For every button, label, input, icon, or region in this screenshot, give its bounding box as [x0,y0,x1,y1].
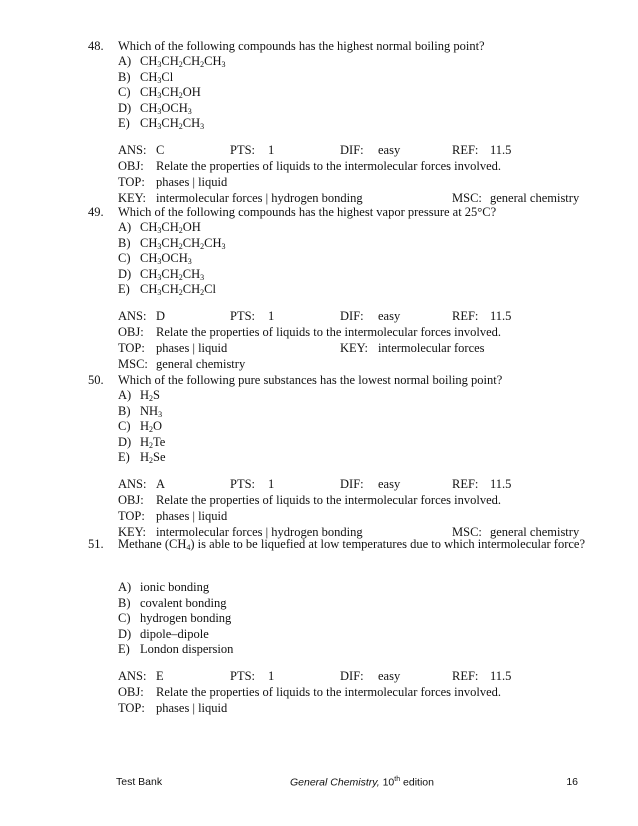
formula-part: CH [140,54,158,68]
misc: general chemistry [156,356,246,371]
formula-part: ionic bonding [140,580,210,594]
option: B) $CH_3Cl$ [88,70,598,86]
answer-meta: ANS: A PTS: 1 DIF: easy REF: 11.5 [118,476,512,491]
question-48: 48. Which of the following compounds has the highest normal boiling point? A) $CH_3CH_2CH_2CH_3$ B) $CH_3Cl$ C) $CH_3CH_2OH$ D) $CH_3OCH_3$ E) $CH_3CH_2CH_3$ ANS: C PTS: 1 DIF: easy REF: 11.5 OBJ: Relate the properties of liquids to the intermolecular forces involved. TOP: phases | liquid KEY: intermolecular forces | hydrogen bonding MSC: general chemistry [88,38,598,206]
subscript: 3 [157,122,162,131]
formula-part: CH [140,282,158,296]
option: E) $CH_3CH_2CH_2Cl$ [88,282,598,298]
formula-part: CH [182,266,201,281]
option: E) London dispersion [118,642,234,656]
objective: Relate the properties of liquids to the intermolecular forces involved. [156,324,502,339]
formula-part: OCH [161,251,188,265]
subscript: 3 [187,257,192,266]
formula-part: CH [161,85,179,99]
option: E) $CH_3CH_2CH_3$ [88,116,598,132]
misc: general chemistry [490,524,580,539]
objective: Relate the properties of liquids to the intermolecular forces involved. [156,684,502,699]
option: C) $H_2O$ [88,419,598,435]
formula-part: OH [182,85,201,99]
formula-part: CH [182,54,201,68]
topic: phases | liquid [156,340,228,355]
subscript: 3 [157,241,162,251]
option-list [88,220,598,298]
formula-part: London dispersion [140,642,234,656]
formula-part: Se [153,450,166,464]
subscript: 3 [187,106,192,116]
subscript: 2 [178,272,183,282]
subscript: 2 [149,440,154,450]
question-text: Which of the following compounds has the highest normal boiling point? [118,39,485,53]
question-50: 50. Which of the following pure substances has the lowest normal boiling point? A) $H_2S$ B) $NH_3$ C) $H_2O$ D) $H_2Te$ E) $H_2Se$ ANS: A PTS: 1 DIF: easy REF: 11.5 OBJ: Relate the properties of liquids to the intermolecular forces involved. TOP: phases | liquid KEY: intermolecular forces | hydrogen bonding MSC: general chemistry [88,372,598,540]
question-text: Which of the following compounds has the highest vapor pressure at 25°C? [118,205,497,219]
subscript: 3 [157,60,162,69]
formula-part: H [140,388,150,402]
misc: general chemistry [490,190,580,205]
formula-part: O [153,419,163,433]
subscript: 2 [200,60,205,69]
subscript: 3 [157,106,162,116]
option: A) $CH_3CH_2OH$ [88,220,598,236]
subscript: 3 [221,241,226,251]
formula-part: Cl [204,282,216,296]
formula-part: CH [161,235,179,250]
footer-left: Test Bank [116,776,163,788]
option: B) $NH_3$ [88,404,598,420]
formula-part: CH [182,282,201,296]
subscript: 2 [178,288,183,297]
subscript: 2 [200,288,205,297]
option: D) dipole–dipole [118,626,209,641]
question-number: 48. [88,39,104,53]
option: D) $H_2Te$ [88,435,598,451]
formula-part: CH [204,54,222,68]
objective: Relate the properties of liquids to the intermolecular forces involved. [156,158,502,173]
page-footer [116,776,578,792]
subscript: 3 [158,409,163,419]
formula-part: CH [140,85,158,99]
subscript: 2 [178,241,183,251]
formula-part: CH [161,282,179,296]
option: C) $CH_3CH_2OH$ [88,85,598,101]
formula-part: CH [140,116,158,130]
option: A) $CH_3CH_2CH_2CH_3$ [88,54,598,70]
formula-part: dipole–dipole [140,626,209,641]
footer-center: General Chemistry, 10th edition [290,776,434,789]
option-text [140,611,231,627]
formula-part: H [140,450,150,464]
option-text [140,627,209,643]
topic: phases | liquid [156,508,228,523]
formula-part: CH [140,69,158,84]
option: C) hydrogen bonding [118,611,232,625]
question-49: 49. Which of the following compounds has the highest vapor pressure at 25°C? A) $CH_3CH_2OH$ B) $CH_3CH_2CH_2CH_3$ C) $CH_3OCH_3$ D) $CH_3CH_2CH_3$ E) $CH_3CH_2CH_2Cl$ ANS: D PTS: 1 DIF: easy REF: 11.5 OBJ: Relate the properties of liquids to the intermolecular forces involved. TOP: phases | liquid KEY: intermolecular forces MSC: general chemistry [88,204,598,372]
subscript: 2 [178,122,183,131]
subscript: 2 [200,241,205,251]
question-number: 49. [88,205,104,219]
formula-part: H [140,419,150,433]
subscript: 3 [200,122,205,131]
formula-part: Cl [161,69,174,84]
formula-part: covalent bonding [140,595,227,610]
objective: Relate the properties of liquids to the intermolecular forces involved. [156,492,502,507]
formula-part: CH [161,54,179,68]
formula-part: CH [140,100,158,115]
subscript: 3 [221,60,226,69]
option-list [88,388,598,466]
option: C) $CH_3OCH_3$ [88,251,598,267]
question-text: Methane $(CH_4)$ is able to be liquefied at low temperatures due to which intermolecular force? [118,537,586,552]
answer-meta: ANS: E PTS: 1 DIF: easy REF: 11.5 [118,668,512,683]
subscript: 3 [157,257,162,266]
formula-part: CH [161,220,179,234]
answer-value: C [156,142,165,157]
option: E) $H_2Se$ [88,450,598,466]
subscript: 3 [157,288,162,297]
formula [140,282,216,301]
subscript: 3 [157,272,162,282]
formula-part: CH [161,266,179,281]
formula-part: OH [182,220,201,234]
option: A) $H_2S$ [88,388,598,404]
answer-value: A [156,476,166,491]
answer-meta: ANS: C PTS: 1 DIF: easy REF: 11.5 [118,142,512,157]
option-text [140,642,233,658]
formula-part: CH [182,235,201,250]
keywords: intermolecular forces [378,340,485,355]
topic: phases | liquid [156,174,228,189]
question-text: Which of the following pure substances has the lowest normal boiling point? [118,373,503,387]
answer-value: D [156,308,166,323]
option: B) covalent bonding [118,595,227,610]
formula-part: OCH [161,100,188,115]
question-number: 51. [88,537,104,551]
option-list [88,580,598,658]
subscript: 3 [200,272,205,282]
formula-part: S [153,388,160,402]
option: D) $CH_3CH_2CH_3$ [88,267,598,283]
option-text [140,596,226,612]
question-51: 51. Methane $(CH_4)$ is able to be liquefied at low temperatures due to which intermolecular force? A) ionic bonding B) covalent bonding C) hydrogen bonding D) dipole–dipole E) London dispersion ANS: E PTS: 1 DIF: easy REF: 11.5 OBJ: Relate the properties of liquids to the intermolecular forces involved. TOP: phases | liquid [88,536,598,716]
formula-part: NH [140,403,159,418]
subscript: 3 [157,75,162,85]
option-list [88,54,598,132]
option: A) ionic bonding [118,580,210,594]
formula-part: CH [140,220,158,234]
subscript: 2 [178,60,183,69]
formula-part: CH [140,235,158,250]
keywords: intermolecular forces | hydrogen bonding [156,524,363,539]
subscript: 2 [149,394,154,403]
formula-part: hydrogen bonding [140,611,232,625]
topic: phases | liquid [156,700,228,715]
formula-part: H [140,434,150,449]
formula-part: CH [204,235,222,250]
formula [140,450,166,469]
option: D) $CH_3OCH_3$ [88,101,598,117]
formula-part: CH [182,116,201,130]
keywords: intermolecular forces | hydrogen bonding [156,190,363,205]
subscript: 2 [178,226,183,235]
answer-value: E [156,668,164,683]
answer-meta: ANS: D PTS: 1 DIF: easy REF: 11.5 [118,308,512,323]
formula-part: CH [161,116,179,130]
formula-part: Te [153,434,166,449]
page-number: 16 [566,776,578,788]
formula [140,116,204,135]
option-text [140,580,209,596]
subscript: 3 [157,226,162,235]
subscript: 2 [178,91,183,100]
option: B) $CH_3CH_2CH_2CH_3$ [88,236,598,252]
question-number: 50. [88,373,104,387]
subscript: 2 [149,425,154,434]
formula-part: CH [140,266,158,281]
subscript: 2 [149,456,154,465]
formula-part: CH [140,251,158,265]
subscript: 3 [157,91,162,100]
